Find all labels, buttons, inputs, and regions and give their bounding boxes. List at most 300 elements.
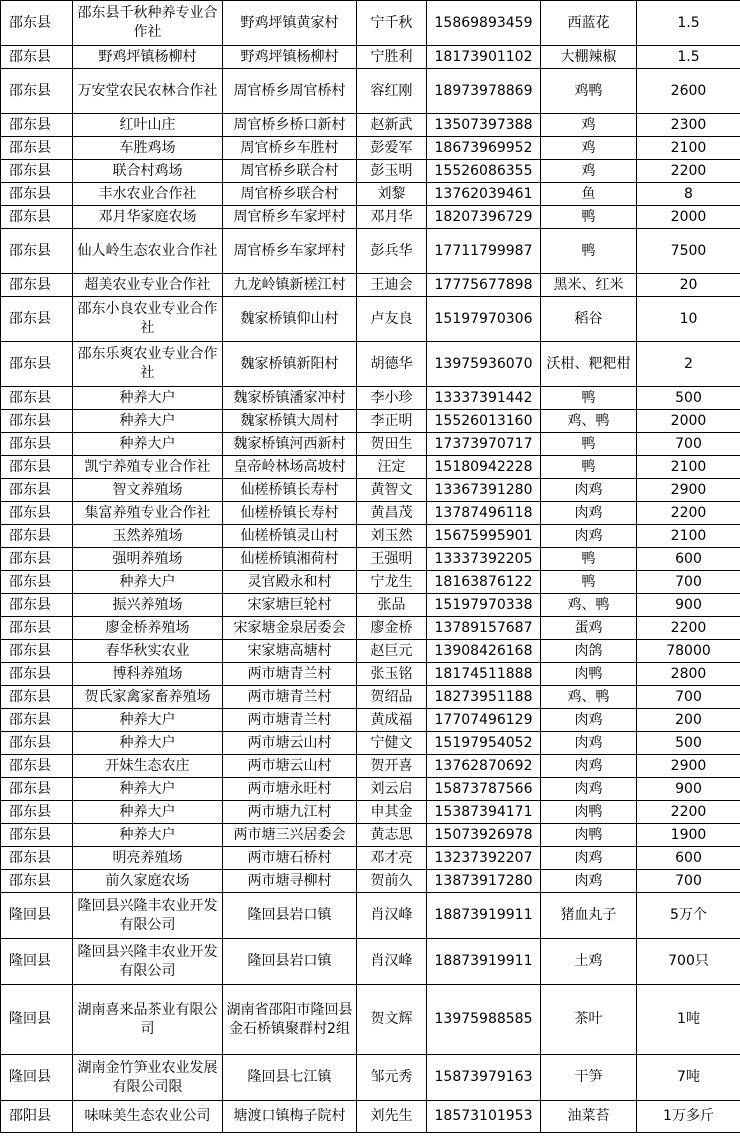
quantity-cell: 2000 [637, 410, 740, 433]
contact-cell: 黄志思 [357, 824, 427, 847]
county-cell: 隆回县 [1, 893, 73, 939]
table-row [1, 640, 740, 663]
unit-name-cell: 凯宁养殖专业合作社 [73, 456, 223, 479]
phone-cell: 18573101953 [427, 1101, 541, 1133]
quantity-cell: 7吨 [637, 1055, 740, 1101]
quantity-cell: 2100 [637, 137, 740, 160]
phone-cell: 15180942228 [427, 456, 541, 479]
quantity-cell: 2600 [637, 69, 740, 114]
contact-cell: 申其金 [357, 801, 427, 824]
unit-name-cell: 种养大户 [73, 709, 223, 732]
quantity-cell: 1.5 [637, 1, 740, 46]
table-row [1, 755, 740, 778]
unit-name-cell: 博科养殖场 [73, 663, 223, 686]
product-cell: 稻谷 [541, 297, 637, 342]
address-cell: 塘渡口镇梅子院村 [223, 1101, 357, 1133]
phone-cell: 18163876122 [427, 571, 541, 594]
quantity-cell: 78000 [637, 640, 740, 663]
county-cell: 邵东县 [1, 801, 73, 824]
product-cell: 肉鸽 [541, 640, 637, 663]
product-cell: 土鸡 [541, 939, 637, 985]
address-cell: 野鸡坪镇黄家村 [223, 1, 357, 46]
contact-cell: 宁龙生 [357, 571, 427, 594]
product-cell: 鸡、鸭 [541, 410, 637, 433]
table-row [1, 1101, 740, 1133]
county-cell: 邵阳县 [1, 1101, 73, 1133]
address-cell: 周官桥乡车家坪村 [223, 206, 357, 229]
product-cell: 鸭 [541, 229, 637, 274]
phone-cell: 15197954052 [427, 732, 541, 755]
county-cell: 邵东县 [1, 206, 73, 229]
address-cell: 两市塘九江村 [223, 801, 357, 824]
county-cell: 邵东县 [1, 824, 73, 847]
product-cell: 西蓝花 [541, 1, 637, 46]
contact-cell: 胡德华 [357, 342, 427, 387]
address-cell: 魏家桥镇新阳村 [223, 342, 357, 387]
unit-name-cell: 联合村鸡场 [73, 160, 223, 183]
unit-name-cell: 隆回县兴隆丰农业开发有限公司 [73, 939, 223, 985]
address-cell: 两市塘三兴居委会 [223, 824, 357, 847]
quantity-cell: 2100 [637, 456, 740, 479]
quantity-cell: 2900 [637, 755, 740, 778]
unit-name-cell: 超美农业专业合作社 [73, 274, 223, 297]
phone-cell: 17373970717 [427, 433, 541, 456]
unit-name-cell: 振兴养殖场 [73, 594, 223, 617]
table-row [1, 778, 740, 801]
product-cell: 油菜苔 [541, 1101, 637, 1133]
quantity-cell: 2 [637, 342, 740, 387]
product-cell: 沃柑、粑粑柑 [541, 342, 637, 387]
product-cell: 干笋 [541, 1055, 637, 1101]
county-cell: 邵东县 [1, 778, 73, 801]
phone-cell: 17707496129 [427, 709, 541, 732]
table-row [1, 46, 740, 69]
contact-cell: 贺开喜 [357, 755, 427, 778]
product-cell: 茶叶 [541, 985, 637, 1055]
unit-name-cell: 邵东乐爽农业专业合作社 [73, 342, 223, 387]
county-cell: 邵东县 [1, 502, 73, 525]
contact-cell: 黄智文 [357, 479, 427, 502]
contact-cell: 容红刚 [357, 69, 427, 114]
quantity-cell: 700 [637, 686, 740, 709]
county-cell: 邵东县 [1, 297, 73, 342]
phone-cell: 15526013160 [427, 410, 541, 433]
phone-cell: 13237392207 [427, 847, 541, 870]
product-cell: 肉鸡 [541, 502, 637, 525]
table-row [1, 456, 740, 479]
county-cell: 邵东县 [1, 229, 73, 274]
unit-name-cell: 种养大户 [73, 824, 223, 847]
quantity-cell: 700 [637, 870, 740, 893]
unit-name-cell: 味味美生态农业公司 [73, 1101, 223, 1133]
product-cell: 鸭 [541, 571, 637, 594]
contact-cell: 李正明 [357, 410, 427, 433]
address-cell: 两市塘云山村 [223, 732, 357, 755]
contact-cell: 卢友良 [357, 297, 427, 342]
quantity-cell: 2200 [637, 801, 740, 824]
county-cell: 邵东县 [1, 617, 73, 640]
contact-cell: 邹元秀 [357, 1055, 427, 1101]
table-row [1, 594, 740, 617]
product-cell: 鸡鸭 [541, 69, 637, 114]
phone-cell: 17775677898 [427, 274, 541, 297]
unit-name-cell: 车胜鸡场 [73, 137, 223, 160]
quantity-cell: 10 [637, 297, 740, 342]
unit-name-cell: 开妹生态农庄 [73, 755, 223, 778]
phone-cell: 13789157687 [427, 617, 541, 640]
unit-name-cell: 前久家庭农场 [73, 870, 223, 893]
quantity-cell: 1.5 [637, 46, 740, 69]
product-cell: 肉鸡 [541, 709, 637, 732]
county-cell: 邵东县 [1, 847, 73, 870]
phone-cell: 13908426168 [427, 640, 541, 663]
quantity-cell: 2200 [637, 160, 740, 183]
unit-name-cell: 湖南金竹笋业农业发展有限公司限 [73, 1055, 223, 1101]
phone-cell: 13762039461 [427, 183, 541, 206]
county-cell: 邵东县 [1, 137, 73, 160]
product-cell: 肉鸡 [541, 479, 637, 502]
unit-name-cell: 丰水农业合作社 [73, 183, 223, 206]
unit-name-cell: 春华秋实农业 [73, 640, 223, 663]
quantity-cell: 7500 [637, 229, 740, 274]
product-cell: 黑米、红米 [541, 274, 637, 297]
product-cell: 肉鸡 [541, 847, 637, 870]
county-cell: 邵东县 [1, 183, 73, 206]
unit-name-cell: 红叶山庄 [73, 114, 223, 137]
product-cell: 鸭 [541, 206, 637, 229]
address-cell: 仙槎桥镇灵山村 [223, 525, 357, 548]
unit-name-cell: 种养大户 [73, 433, 223, 456]
phone-cell: 15197970306 [427, 297, 541, 342]
contact-cell: 赵新武 [357, 114, 427, 137]
table-row [1, 114, 740, 137]
address-cell: 隆回县岩口镇 [223, 893, 357, 939]
table-row [1, 617, 740, 640]
table-row [1, 297, 740, 342]
quantity-cell: 1万多斤 [637, 1101, 740, 1133]
product-cell: 肉鸡 [541, 755, 637, 778]
quantity-cell: 1900 [637, 824, 740, 847]
contact-cell: 贺绍品 [357, 686, 427, 709]
quantity-cell: 2000 [637, 206, 740, 229]
table-row [1, 893, 740, 939]
address-cell: 湖南省邵阳市隆回县金石桥镇聚群村2组 [223, 985, 357, 1055]
unit-name-cell: 种养大户 [73, 410, 223, 433]
product-cell: 鸭 [541, 548, 637, 571]
address-cell: 九龙岭镇新槎江村 [223, 274, 357, 297]
contact-cell: 张品 [357, 594, 427, 617]
table-row [1, 410, 740, 433]
quantity-cell: 900 [637, 594, 740, 617]
table-row [1, 663, 740, 686]
product-cell: 肉鸭 [541, 824, 637, 847]
table-row [1, 183, 740, 206]
product-cell: 蛋鸡 [541, 617, 637, 640]
county-cell: 邵东县 [1, 479, 73, 502]
contact-cell: 廖金桥 [357, 617, 427, 640]
unit-name-cell: 贺氏家禽家畜养殖场 [73, 686, 223, 709]
unit-name-cell: 种养大户 [73, 387, 223, 410]
table-row [1, 985, 740, 1055]
county-cell: 邵东县 [1, 571, 73, 594]
table-row [1, 824, 740, 847]
address-cell: 宋家塘金泉居委会 [223, 617, 357, 640]
county-cell: 邵东县 [1, 46, 73, 69]
address-cell: 周官桥乡车胜村 [223, 137, 357, 160]
product-cell: 鸡 [541, 137, 637, 160]
phone-cell: 18973978869 [427, 69, 541, 114]
unit-name-cell: 智文养殖场 [73, 479, 223, 502]
table-row [1, 709, 740, 732]
county-cell: 邵东县 [1, 709, 73, 732]
quantity-cell: 2300 [637, 114, 740, 137]
product-cell: 肉鸡 [541, 732, 637, 755]
table-row [1, 847, 740, 870]
contact-cell: 贺田生 [357, 433, 427, 456]
address-cell: 隆回县岩口镇 [223, 939, 357, 985]
quantity-cell: 2900 [637, 479, 740, 502]
phone-cell: 13975988585 [427, 985, 541, 1055]
address-cell: 仙槎桥镇湘荷村 [223, 548, 357, 571]
phone-cell: 13337391442 [427, 387, 541, 410]
contact-cell: 汪定 [357, 456, 427, 479]
unit-name-cell: 湖南喜来品茶业有限公司 [73, 985, 223, 1055]
phone-cell: 17711799987 [427, 229, 541, 274]
quantity-cell: 8 [637, 183, 740, 206]
county-cell: 隆回县 [1, 939, 73, 985]
contact-cell: 宁千秋 [357, 1, 427, 46]
quantity-cell: 700只 [637, 939, 740, 985]
county-cell: 邵东县 [1, 69, 73, 114]
address-cell: 两市塘青兰村 [223, 663, 357, 686]
contact-cell: 王强明 [357, 548, 427, 571]
contact-cell: 彭玉明 [357, 160, 427, 183]
product-cell: 鸭 [541, 387, 637, 410]
unit-name-cell: 种养大户 [73, 778, 223, 801]
phone-cell: 15873979163 [427, 1055, 541, 1101]
address-cell: 宋家塘高塘村 [223, 640, 357, 663]
product-cell: 鸡 [541, 160, 637, 183]
quantity-cell: 600 [637, 847, 740, 870]
phone-cell: 15675995901 [427, 525, 541, 548]
unit-name-cell: 隆回县兴隆丰农业开发有限公司 [73, 893, 223, 939]
address-cell: 两市塘石桥村 [223, 847, 357, 870]
phone-cell: 13762870692 [427, 755, 541, 778]
product-cell: 肉鸭 [541, 663, 637, 686]
unit-name-cell: 强明养殖场 [73, 548, 223, 571]
county-cell: 邵东县 [1, 433, 73, 456]
phone-cell: 18173901102 [427, 46, 541, 69]
unit-name-cell: 种养大户 [73, 801, 223, 824]
address-cell: 周官桥乡联合村 [223, 160, 357, 183]
county-cell: 邵东县 [1, 640, 73, 663]
phone-cell: 13873917280 [427, 870, 541, 893]
table-row [1, 206, 740, 229]
contact-cell: 黄昌茂 [357, 502, 427, 525]
contact-cell: 邓才亮 [357, 847, 427, 870]
table-row [1, 939, 740, 985]
table-row [1, 342, 740, 387]
phone-cell: 18273951188 [427, 686, 541, 709]
quantity-cell: 2800 [637, 663, 740, 686]
product-cell: 鸡 [541, 114, 637, 137]
address-cell: 周官桥乡联合村 [223, 183, 357, 206]
unit-name-cell: 野鸡坪镇杨柳村 [73, 46, 223, 69]
product-cell: 鱼 [541, 183, 637, 206]
contact-cell: 肖汉峰 [357, 939, 427, 985]
table-row [1, 479, 740, 502]
contact-cell: 黄成福 [357, 709, 427, 732]
contact-cell: 邓月华 [357, 206, 427, 229]
county-cell: 邵东县 [1, 342, 73, 387]
phone-cell: 15387394171 [427, 801, 541, 824]
county-cell: 隆回县 [1, 1055, 73, 1101]
county-cell: 邵东县 [1, 456, 73, 479]
address-cell: 魏家桥镇仰山村 [223, 297, 357, 342]
quantity-cell: 2200 [637, 502, 740, 525]
quantity-cell: 600 [637, 548, 740, 571]
phone-cell: 15197970338 [427, 594, 541, 617]
table-row [1, 433, 740, 456]
address-cell: 隆回县七江镇 [223, 1055, 357, 1101]
product-cell: 肉鸡 [541, 870, 637, 893]
phone-cell: 18673969952 [427, 137, 541, 160]
quantity-cell: 700 [637, 571, 740, 594]
unit-name-cell: 玉然养殖场 [73, 525, 223, 548]
phone-cell: 15873787566 [427, 778, 541, 801]
quantity-cell: 2200 [637, 617, 740, 640]
phone-cell: 15526086355 [427, 160, 541, 183]
phone-cell: 13975936070 [427, 342, 541, 387]
county-cell: 邵东县 [1, 594, 73, 617]
quantity-cell: 200 [637, 709, 740, 732]
county-cell: 邵东县 [1, 525, 73, 548]
product-cell: 大棚辣椒 [541, 46, 637, 69]
unit-name-cell: 邵东县千秋种养专业合作社 [73, 1, 223, 46]
contact-cell: 王迪会 [357, 274, 427, 297]
address-cell: 两市塘青兰村 [223, 686, 357, 709]
product-cell: 鸭 [541, 456, 637, 479]
contact-cell: 彭爱军 [357, 137, 427, 160]
table-row [1, 160, 740, 183]
quantity-cell: 2100 [637, 525, 740, 548]
table-row [1, 137, 740, 160]
county-cell: 邵东县 [1, 548, 73, 571]
table-row [1, 548, 740, 571]
address-cell: 两市塘青兰村 [223, 709, 357, 732]
address-cell: 周官桥乡桥口新村 [223, 114, 357, 137]
contact-cell: 赵巨元 [357, 640, 427, 663]
quantity-cell: 5万个 [637, 893, 740, 939]
county-cell: 邵东县 [1, 732, 73, 755]
county-cell: 邵东县 [1, 274, 73, 297]
address-cell: 仙槎桥镇长寿村 [223, 479, 357, 502]
unit-name-cell: 邵东小良农业专业合作社 [73, 297, 223, 342]
unit-name-cell: 明亮养殖场 [73, 847, 223, 870]
unit-name-cell: 廖金桥养殖场 [73, 617, 223, 640]
unit-name-cell: 种养大户 [73, 732, 223, 755]
table-row [1, 502, 740, 525]
product-cell: 猪血丸子 [541, 893, 637, 939]
county-cell: 邵东县 [1, 870, 73, 893]
contact-cell: 宁胜利 [357, 46, 427, 69]
county-cell: 隆回县 [1, 985, 73, 1055]
product-cell: 肉鸡 [541, 778, 637, 801]
county-cell: 邵东县 [1, 387, 73, 410]
phone-cell: 18174511888 [427, 663, 541, 686]
phone-cell: 13337392205 [427, 548, 541, 571]
product-cell: 鸡、鸭 [541, 686, 637, 709]
phone-cell: 13507397388 [427, 114, 541, 137]
unit-name-cell: 仙人岭生态农业合作社 [73, 229, 223, 274]
contact-cell: 彭兵华 [357, 229, 427, 274]
table-body [1, 1, 740, 1133]
contact-cell: 刘玉然 [357, 525, 427, 548]
table-row [1, 387, 740, 410]
phone-cell: 18873919911 [427, 939, 541, 985]
address-cell: 灵官殿永和村 [223, 571, 357, 594]
address-cell: 魏家桥镇潘家冲村 [223, 387, 357, 410]
contact-cell: 贺文辉 [357, 985, 427, 1055]
county-cell: 邵东县 [1, 114, 73, 137]
quantity-cell: 500 [637, 732, 740, 755]
phone-cell: 15073926978 [427, 824, 541, 847]
quantity-cell: 700 [637, 433, 740, 456]
phone-cell: 18207396729 [427, 206, 541, 229]
phone-cell: 15869893459 [427, 1, 541, 46]
contact-cell: 贺前久 [357, 870, 427, 893]
product-cell: 肉鸭 [541, 801, 637, 824]
unit-name-cell: 邓月华家庭农场 [73, 206, 223, 229]
unit-name-cell: 集富养殖专业合作社 [73, 502, 223, 525]
county-cell: 邵东县 [1, 410, 73, 433]
table-row [1, 801, 740, 824]
address-cell: 魏家桥镇大周村 [223, 410, 357, 433]
table-row [1, 274, 740, 297]
address-cell: 魏家桥镇河西新村 [223, 433, 357, 456]
table-row [1, 870, 740, 893]
table-row [1, 686, 740, 709]
table-row [1, 571, 740, 594]
address-cell: 两市塘云山村 [223, 755, 357, 778]
phone-cell: 13787496118 [427, 502, 541, 525]
address-cell: 两市塘永旺村 [223, 778, 357, 801]
quantity-cell: 500 [637, 387, 740, 410]
product-cell: 鸭 [541, 433, 637, 456]
county-cell: 邵东县 [1, 160, 73, 183]
contact-cell: 刘先生 [357, 1101, 427, 1133]
table-row [1, 1055, 740, 1101]
quantity-cell: 1吨 [637, 985, 740, 1055]
table-row [1, 69, 740, 114]
unit-name-cell: 种养大户 [73, 571, 223, 594]
quantity-cell: 900 [637, 778, 740, 801]
address-cell: 宋家塘巨轮村 [223, 594, 357, 617]
address-cell: 野鸡坪镇杨柳村 [223, 46, 357, 69]
product-cell: 鸡、鸭 [541, 594, 637, 617]
address-cell: 仙槎桥镇长寿村 [223, 502, 357, 525]
address-cell: 周官桥乡周官桥村 [223, 69, 357, 114]
county-cell: 邵东县 [1, 755, 73, 778]
contact-cell: 肖汉峰 [357, 893, 427, 939]
phone-cell: 18873919911 [427, 893, 541, 939]
table-row [1, 525, 740, 548]
contact-cell: 宁健文 [357, 732, 427, 755]
county-cell: 邵东县 [1, 686, 73, 709]
quantity-cell: 20 [637, 274, 740, 297]
contact-cell: 张玉铭 [357, 663, 427, 686]
phone-cell: 13367391280 [427, 479, 541, 502]
